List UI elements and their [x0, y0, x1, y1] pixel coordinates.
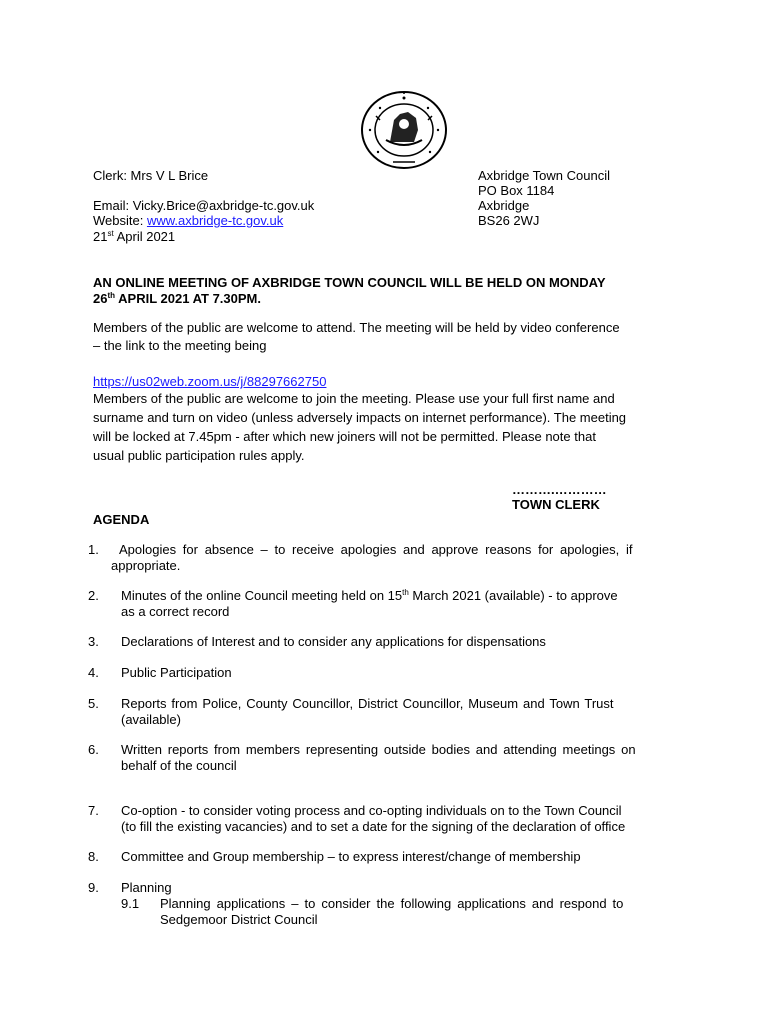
agenda-subitem-text: Sedgemoor District Council: [160, 912, 318, 927]
council-address: [478, 168, 610, 228]
agenda-item-number: 1.: [88, 542, 99, 557]
agenda-item-text: behalf of the council: [121, 758, 237, 773]
address-line: PO Box 1184: [478, 183, 555, 198]
agenda-item-text: Written reports from members representing outside bodies and attending meetings on: [121, 742, 636, 757]
intro-paragraph-2: [93, 389, 683, 465]
agenda-item: [88, 696, 678, 730]
agenda-item-text-part: Minutes of the online Council meeting held on 15: [121, 588, 403, 603]
zoom-meeting-link[interactable]: https://us02web.zoom.us/j/88297662750: [93, 374, 327, 389]
agenda-item-number: 6.: [88, 742, 99, 757]
date-suffix: st: [107, 229, 114, 238]
agenda-item: [88, 880, 678, 930]
agenda-item-text: Public Participation: [121, 665, 232, 680]
address-line: Axbridge Town Council: [478, 168, 610, 183]
agenda-item-number: 4.: [88, 665, 99, 680]
agenda-item-number: 7.: [88, 803, 99, 818]
agenda-subitem-number: 9.1: [121, 896, 140, 911]
notice-line-1: AN ONLINE MEETING OF AXBRIDGE TOWN COUNCIL WILL BE HELD ON MONDAY: [93, 275, 606, 290]
agenda-subitem-text: Planning applications – to consider the following applications and respond to: [160, 896, 624, 911]
agenda-item-number: 3.: [88, 634, 99, 649]
agenda-item-text: as a correct record: [121, 604, 230, 619]
notice-date-rest: APRIL 2021 AT 7.30PM.: [115, 291, 261, 306]
notice-day-suffix: th: [107, 291, 116, 300]
agenda-item-sup: th: [402, 588, 409, 597]
agenda-item-text: Co-option - to consider voting process and co-opting individuals on to the Town Council: [121, 803, 622, 818]
agenda-item-text: [121, 588, 618, 604]
agenda-item-text: Apologies for absence – to receive apologies and approve reasons for apologies, if: [119, 542, 633, 557]
address-line: BS26 2WJ: [478, 213, 540, 228]
address-line: Axbridge: [478, 198, 530, 213]
intro-p1-line-2: – the link to the meeting being: [93, 338, 267, 353]
agenda-item: [88, 803, 678, 837]
council-seal: [360, 90, 448, 170]
agenda-item-number: 2.: [88, 588, 99, 603]
agenda-item: [88, 665, 678, 683]
signature-dots: ……….…………: [512, 482, 607, 497]
clerk-email: Email: Vicky.Brice@axbridge-tc.gov.uk: [93, 198, 315, 213]
agenda-item-text: (to fill the existing vacancies) and to set a date for the signing of the declaration of office: [121, 819, 626, 834]
website-link[interactable]: www.axbridge-tc.gov.uk: [146, 213, 284, 228]
agenda-item-text: (available): [121, 712, 181, 727]
agenda-item-text-part: March 2021 (available) - to approve: [408, 588, 618, 603]
date-rest: April 2021: [113, 229, 176, 244]
agenda-item: [88, 542, 678, 576]
agenda-item: [88, 742, 678, 776]
agenda-item-number: 8.: [88, 849, 99, 864]
agenda-item-number: 9.: [88, 880, 99, 895]
agenda-item: [88, 634, 678, 652]
intro-p2-line-1: Members of the public are welcome to join the meeting. Please use your full first name and: [93, 391, 615, 406]
intro-p2-line-4: usual public participation rules apply.: [93, 448, 305, 463]
agenda-item-text: Declarations of Interest and to consider any applications for dispensations: [121, 634, 546, 649]
agenda-heading: AGENDA: [93, 512, 150, 527]
clerk-name: Clerk: Mrs V L Brice: [93, 168, 209, 183]
intro-p1-line-1: Members of the public are welcome to attend. The meeting will be held by video conference: [93, 320, 620, 335]
agenda-item: [88, 849, 678, 867]
website-line: [93, 213, 283, 228]
agenda-item-text: Reports from Police, County Councillor, District Councillor, Museum and Town Trust: [121, 696, 614, 711]
agenda-item-text: appropriate.: [111, 558, 181, 573]
intro-p2-line-2: surname and turn on video (unless adversely impacts on internet performance). The meeting: [93, 410, 627, 425]
agenda-item-text: Planning: [121, 880, 172, 895]
intro-paragraph-1: [93, 319, 683, 355]
website-label: Website:: [93, 213, 147, 228]
signature-title: TOWN CLERK: [512, 497, 600, 512]
date-day: 21: [93, 229, 108, 244]
letter-date: [93, 229, 175, 244]
intro-p2-line-3: will be locked at 7.45pm - after which new joiners will not be permitted. Please note that: [93, 429, 596, 444]
notice-line-2: [93, 291, 678, 307]
agenda-item-text: Committee and Group membership – to express interest/change of membership: [121, 849, 581, 864]
meeting-notice: [93, 275, 678, 307]
agenda-item-number: 5.: [88, 696, 99, 711]
notice-day: 26: [93, 291, 108, 306]
meeting-link-line: [93, 374, 326, 389]
agenda-item: [88, 588, 678, 622]
